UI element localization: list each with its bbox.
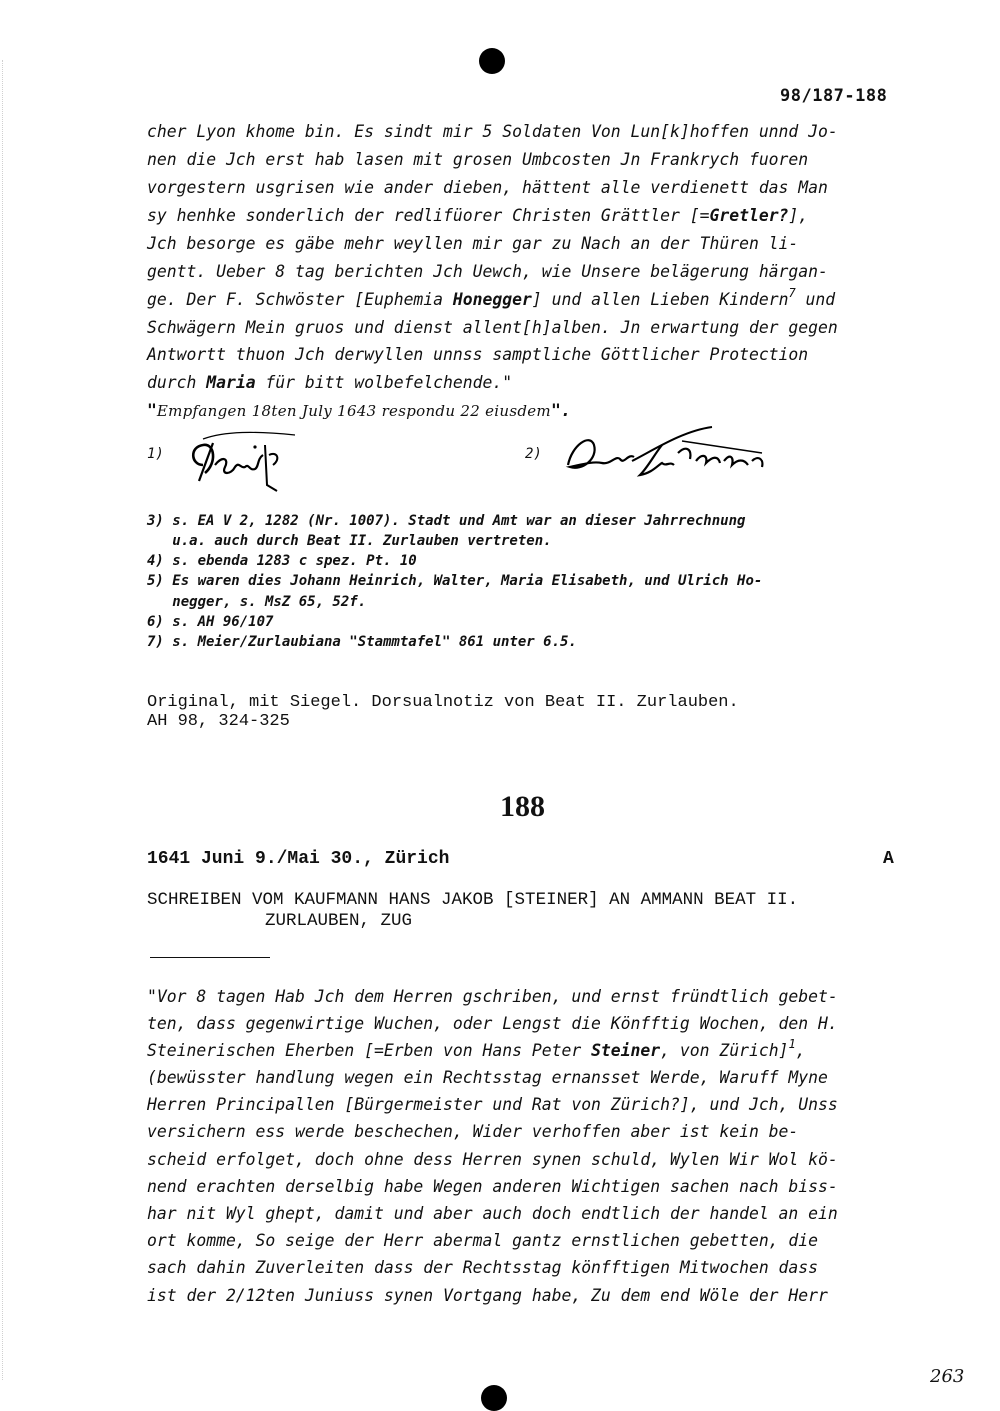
signature-marker-1: 1)	[147, 446, 164, 462]
punch-hole-top	[479, 48, 505, 74]
source-note: Original, mit Siegel. Dorsualnotiz von Beat II. Zurlauben.	[147, 693, 739, 712]
signature-2	[562, 425, 792, 485]
letter-line: versichern ess werde beschechen, Wider verhoffen aber ist kein be-	[147, 1122, 799, 1141]
footnote: 7) s. Meier/Zurlaubiana "Stammtafel" 861 unter 6.5.	[147, 634, 577, 650]
footnote: 6) s. AH 96/107	[147, 614, 274, 630]
letter-line: ort komme, So seige der Herr abermal gantz ernstlichen gebetten, die	[147, 1231, 819, 1250]
letter-line: nen die Jch erst hab lasen mit grosen Umbcosten Jn Frankrych fuoren	[147, 150, 809, 169]
letter-line: nend erachten derselbig habe Wegen anderen Wichtigen sachen nach biss-	[147, 1177, 838, 1196]
document-date-place: 1641 Juni 9./Mai 30., Zürich	[147, 849, 450, 869]
footnote: negger, s. MsZ 65, 52f.	[147, 594, 367, 610]
punch-hole-bottom	[481, 1385, 507, 1411]
document-title: ZURLAUBEN, ZUG	[265, 911, 413, 931]
letter-line: ge. Der F. Schwöster [Euphemia Honegger] und allen Lieben Kindern$^7$ und	[147, 286, 836, 309]
footnote: 5) Es waren dies Johann Heinrich, Walter, Maria Elisabeth, und Ulrich Ho-	[147, 573, 763, 589]
footnote: 3) s. EA V 2, 1282 (Nr. 1007). Stadt und Amt war an dieser Jahrrechnung	[147, 513, 746, 529]
letter-line: vorgestern usgrisen wie ander dieben, hättent alle verdienett das Man	[147, 178, 828, 197]
letter-line: har nit Wyl ghept, damit und aber auch doch endtlich der handel an ein	[147, 1204, 838, 1223]
letter-line: gentt. Ueber 8 tag berichten Jch Uewch, wie Unsere belägerung härgan-	[147, 262, 828, 281]
letter-line: ten, dass gegenwirtige Wuchen, oder Lengst die Könfftig Wochen, den H.	[147, 1014, 838, 1033]
signature-marker-2: 2)	[525, 446, 542, 462]
letter-line: durch Maria für bitt wolbefelchende."	[147, 373, 513, 392]
letter-line: "Vor 8 tagen Hab Jch dem Herren gschriben, und ernst fründtlich gebet-	[147, 987, 838, 1006]
footnote: u.a. auch durch Beat II. Zurlauben vertreten.	[147, 533, 552, 549]
letter-line: ist der 2/12ten Juniuss synen Vortgang habe, Zu dem end Wöle der Herr	[147, 1286, 828, 1305]
archive-reference: AH 98, 324-325	[147, 712, 290, 731]
receipt-note: "Empfangen 18ten July 1643 respondu 22 eiusdem".	[147, 401, 571, 420]
letter-line: sach dahin Zuverleiten dass der Rechtsstag könfftigen Mitwochen dass	[147, 1258, 819, 1277]
letter-line: Antwortt thuon Jch derwyllen unnss samptliche Göttlicher Protection	[147, 345, 809, 364]
letter-line: Jch besorge es gäbe mehr weyllen mir gar zu Nach an der Thüren li-	[147, 234, 799, 253]
page-corner-note: 263	[930, 1366, 965, 1387]
page-reference: 98/187-188	[780, 86, 888, 106]
scan-edge-artifact	[2, 60, 9, 1380]
footnote: 4) s. ebenda 1283 c spez. Pt. 10	[147, 553, 417, 569]
signature-1	[185, 425, 325, 505]
letter-line: Herren Principallen [Bürgermeister und Rat von Zürich?], und Jch, Unss	[147, 1095, 838, 1114]
letter-line: (bewüsster handlung wegen ein Rechtsstag ernansset Werde, Waruff Myne	[147, 1068, 828, 1087]
letter-line: sy henhke sonderlich der redlifüorer Christen Grättler [=Gretler?],	[147, 206, 809, 225]
separator-rule	[150, 957, 270, 958]
letter-line: Schwägern Mein gruos und dienst allent[h]alben. Jn erwartung der gegen	[147, 318, 838, 337]
letter-line: cher Lyon khome bin. Es sindt mir 5 Soldaten Von Lun[k]hoffen unnd Jo-	[147, 122, 838, 141]
document-number: 188	[500, 790, 545, 823]
letter-line: scheid erfolget, doch ohne dess Herren synen schuld, Wylen Wir Wol kö-	[147, 1150, 838, 1169]
document-title: SCHREIBEN VOM KAUFMANN HANS JAKOB [STEINER] AN AMMANN BEAT II.	[147, 890, 799, 910]
document-letter-code: A	[883, 849, 894, 869]
letter-line: Steinerischen Eherben [=Erben von Hans Peter Steiner, von Zürich]$^1$,	[147, 1037, 806, 1060]
